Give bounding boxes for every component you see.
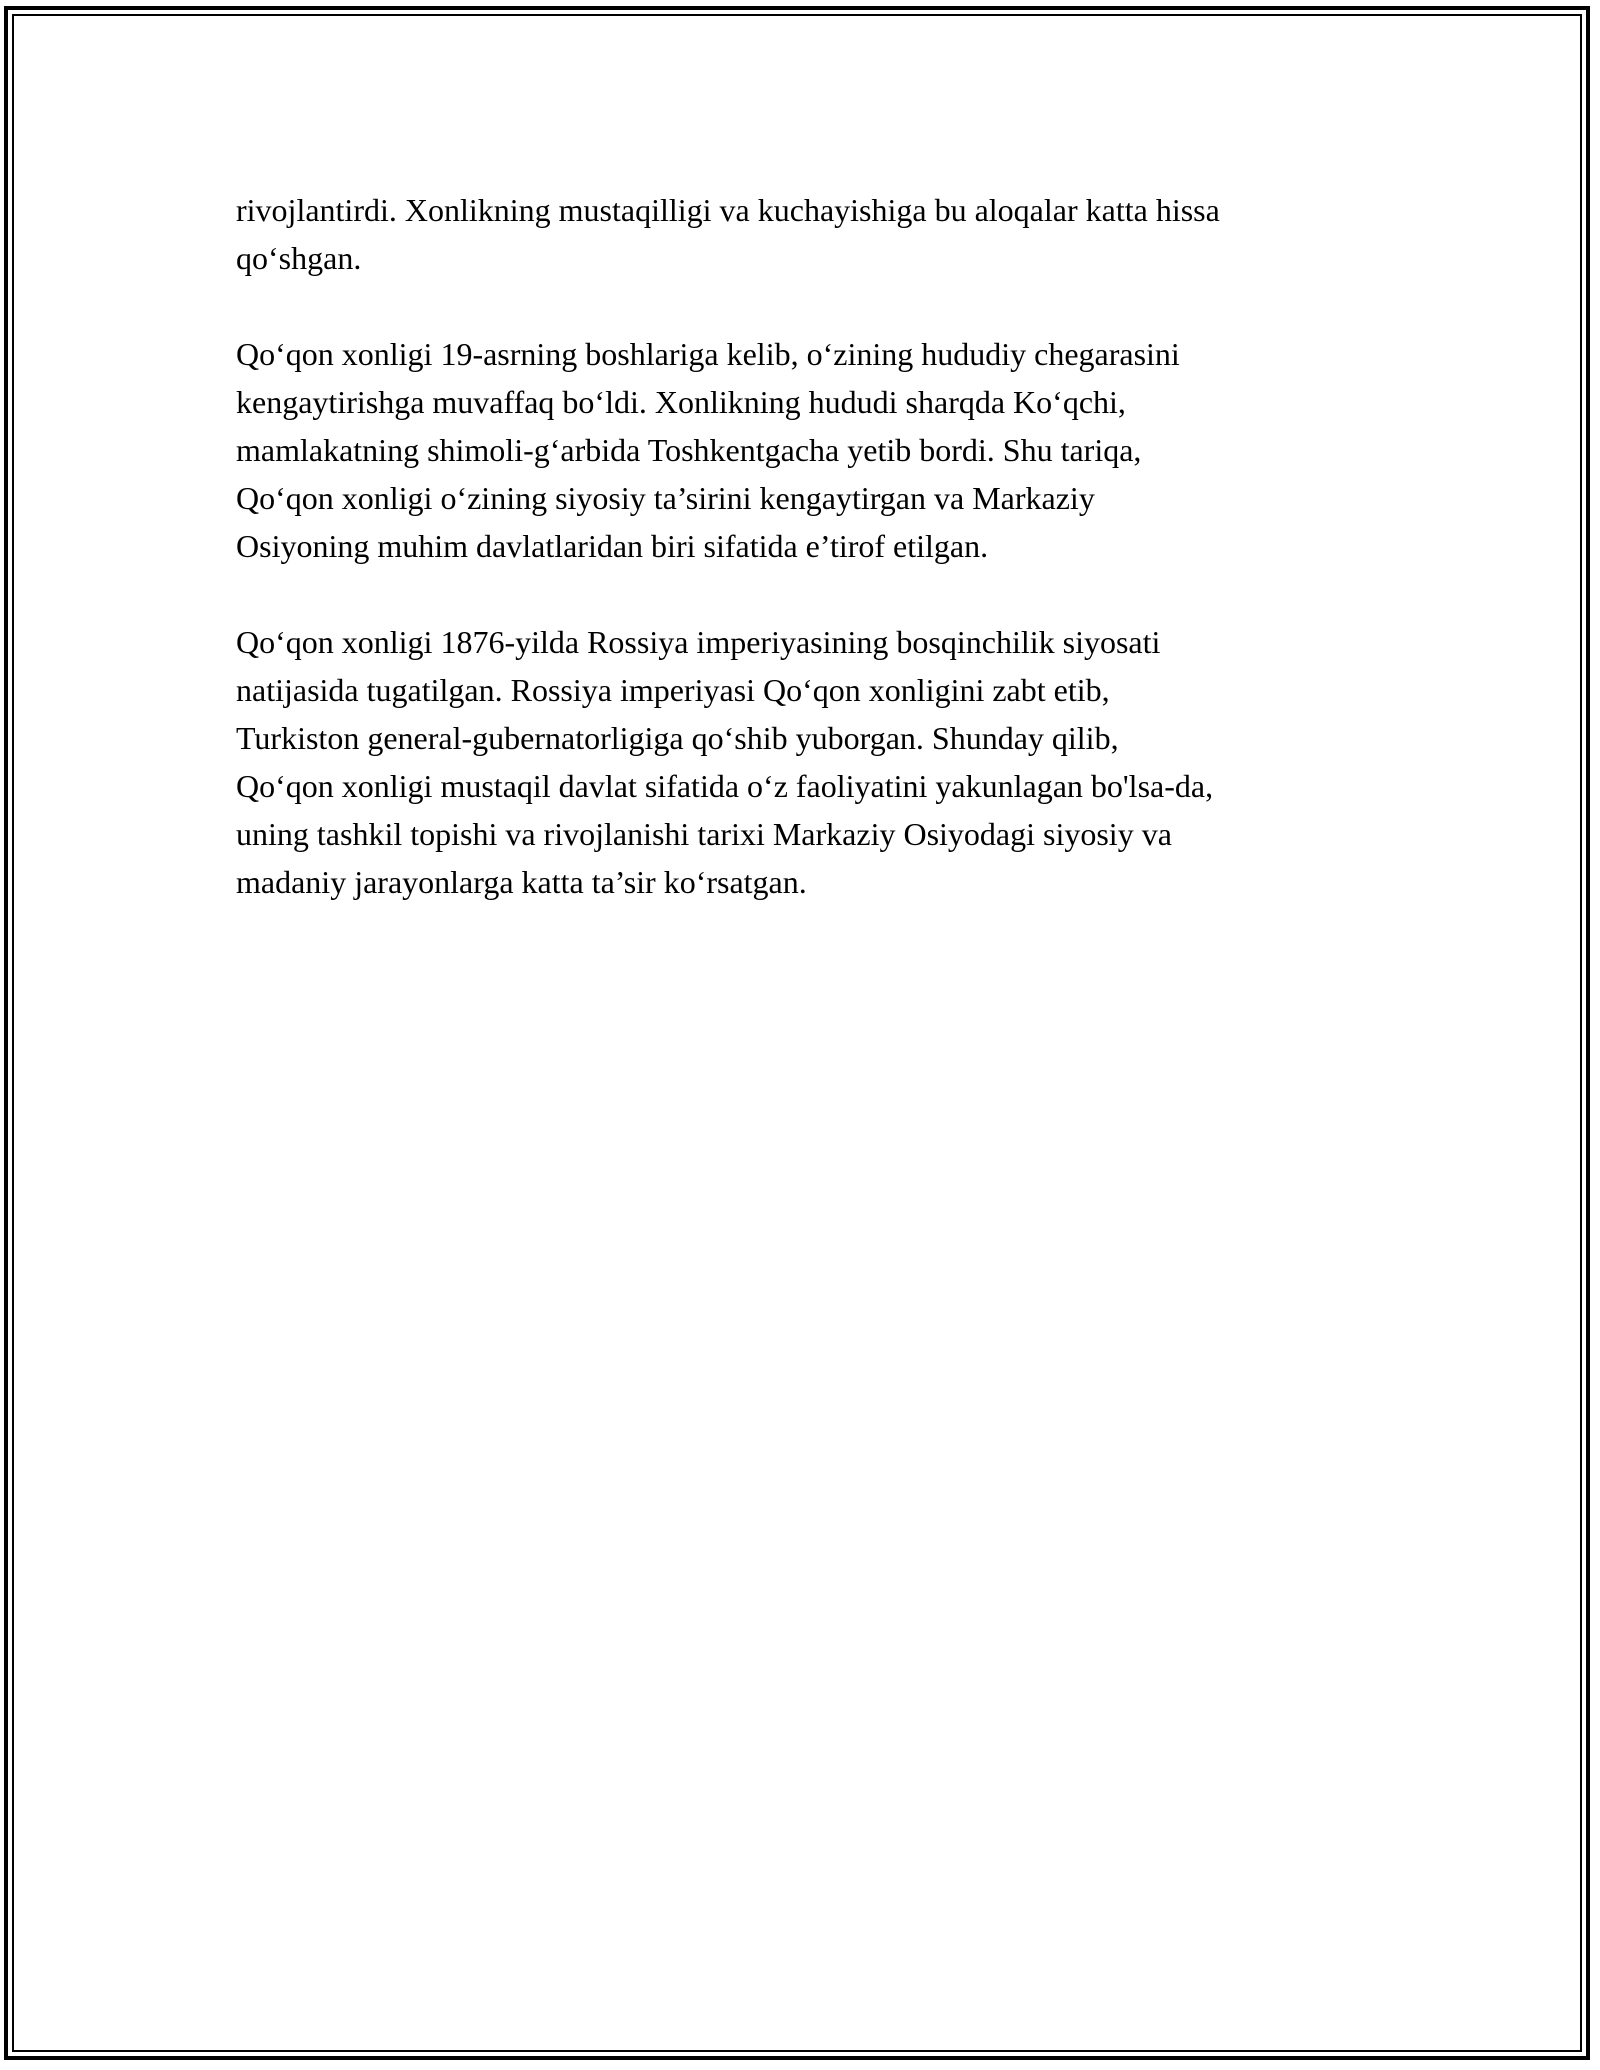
text-line: Qo‘qon xonligi mustaqil davlat sifatida o‘z faoliyatini yakunlagan bo'lsa-da, (236, 768, 1214, 804)
document-body (236, 186, 1376, 954)
text-line: qo‘shgan. (236, 240, 362, 276)
paragraph-1 (236, 186, 1376, 282)
text-line: mamlakatning shimoli-g‘arbida Toshkentgacha yetib bordi. Shu tariqa, (236, 432, 1142, 468)
text-line: Qo‘qon xonligi 1876-yilda Rossiya imperiyasining bosqinchilik siyosati (236, 624, 1161, 660)
paragraph-3 (236, 618, 1376, 906)
paragraph-2 (236, 330, 1376, 570)
text-line: rivojlantirdi. Xonlikning mustaqilligi va kuchayishiga bu aloqalar katta hissa (236, 192, 1220, 228)
text-line: Osiyoning muhim davlatlaridan biri sifatida e’tirof etilgan. (236, 528, 989, 564)
text-line: Qo‘qon xonligi o‘zining siyosiy ta’sirini kengaytirgan va Markaziy (236, 480, 1095, 516)
text-line: natijasida tugatilgan. Rossiya imperiyasi Qo‘qon xonligini zabt etib, (236, 672, 1110, 708)
text-line: kengaytirishga muvaffaq bo‘ldi. Xonlikning hududi sharqda Ko‘qchi, (236, 384, 1126, 420)
text-line: madaniy jarayonlarga katta ta’sir ko‘rsatgan. (236, 864, 807, 900)
text-line: uning tashkil topishi va rivojlanishi tarixi Markaziy Osiyodagi siyosiy va (236, 816, 1172, 852)
text-line: Qo‘qon xonligi 19-asrning boshlariga kelib, o‘zining hududiy chegarasini (236, 336, 1180, 372)
text-line: Turkiston general-gubernatorligiga qo‘shib yuborgan. Shunday qilib, (236, 720, 1119, 756)
